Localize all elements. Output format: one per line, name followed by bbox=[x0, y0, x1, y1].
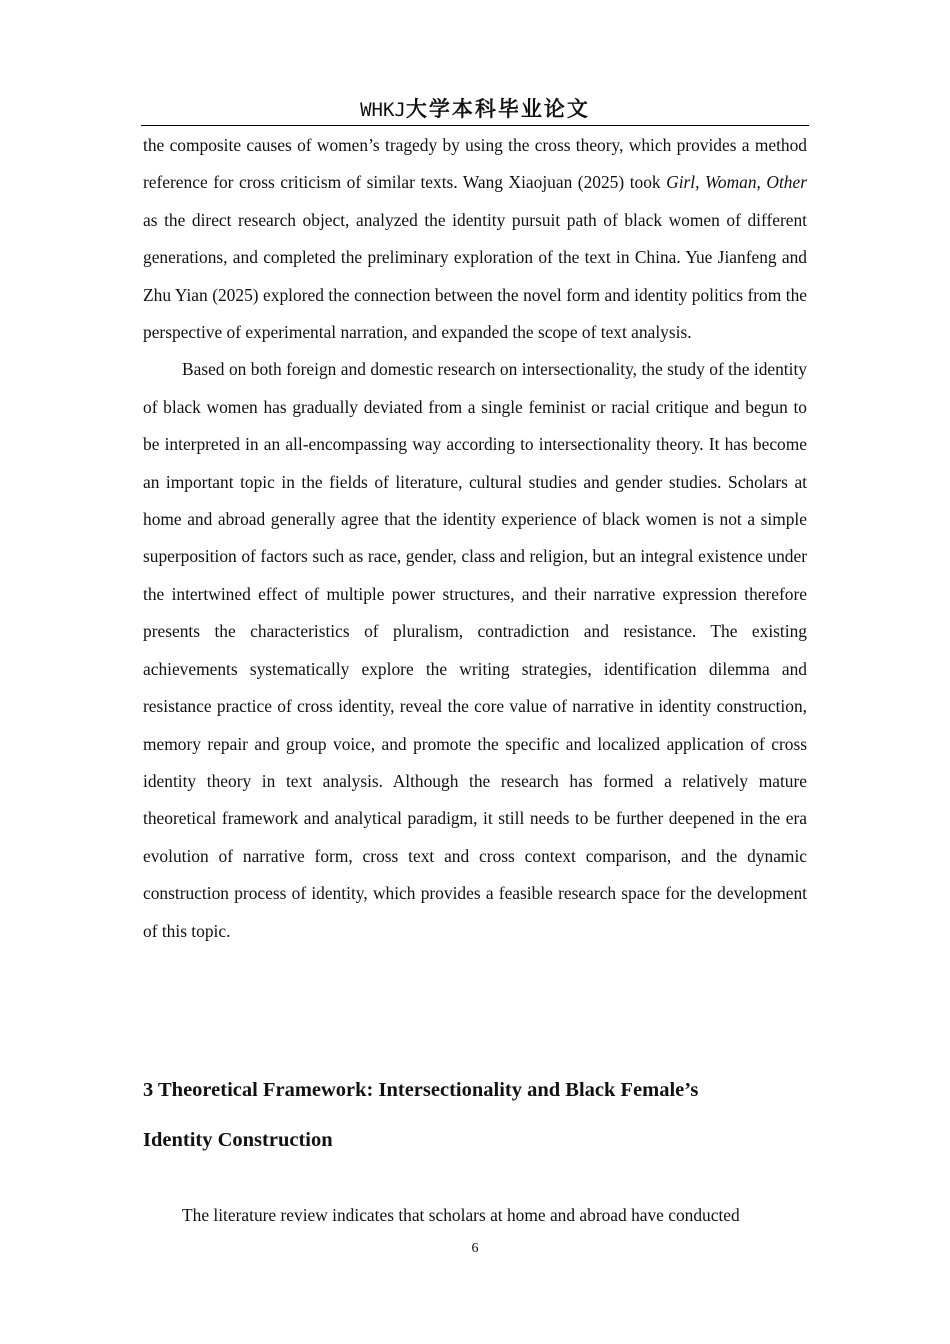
body-text bbox=[143, 127, 807, 950]
paragraph-section-intro: The literature review indicates that scholars at home and abroad have conducted bbox=[182, 1205, 740, 1225]
running-header-latin: WHKJ bbox=[360, 99, 406, 121]
paragraph-literature-summary: Based on both foreign and domestic research on intersectionality, the study of the identity of black women has gradually deviated from a single feminist or racial critique and begun to be interpreted in an all-encompassing way according to intersectionality theory. It has become an important topic in the fields of literature, cultural studies and gender studies. Scholars at home and abroad generally agree that the identity experience of black women is not a simple superposition of factors such as race, gender, class and religion, but an integral existence under the intertwined effect of multiple power structures, and their narrative expression therefore presents the characteristics of pluralism, contradiction and resistance. The existing achievements systematically explore the writing strategies, identification dilemma and resistance practice of cross identity, reveal the core value of narrative in identity construction, memory repair and group voice, and promote the specific and localized application of cross identity theory in text analysis. Although the research has formed a relatively mature theoretical framework and analytical paradigm, it still needs to be further deepened in the era evolution of narrative form, cross text and cross context comparison, and the dynamic construction process of identity, which provides a feasible research space for the development of this topic. bbox=[143, 359, 807, 941]
header-rule bbox=[141, 125, 809, 126]
running-header bbox=[141, 94, 809, 124]
paragraph-continued bbox=[143, 127, 807, 351]
book-title: Girl, Woman, Other bbox=[666, 172, 807, 193]
paragraph-text: as the direct research object, analyzed the identity pursuit path of black women of different generations, and completed the preliminary exploration of the text in China. Yue Jianfeng and Zhu Yian (2025) explored the connection between the novel form and identity politics from the perspective of experimental narration, and expanded the scope of text analysis. bbox=[143, 209, 807, 343]
section-heading-line1: 3 Theoretical Framework: Intersectionality and Black Female’s bbox=[143, 1079, 699, 1101]
running-header-cjk: 大学本科毕业论文 bbox=[405, 97, 590, 121]
page-number: 6 bbox=[471, 1241, 479, 1256]
paragraph-text: the composite causes of women’s tragedy by using the cross theory, which provides a method reference for cross criticism of similar texts. Wang Xiaojuan (2025) took bbox=[143, 135, 807, 193]
section-heading-line2: Identity Construction bbox=[143, 1129, 333, 1151]
section-heading bbox=[143, 1065, 807, 1165]
